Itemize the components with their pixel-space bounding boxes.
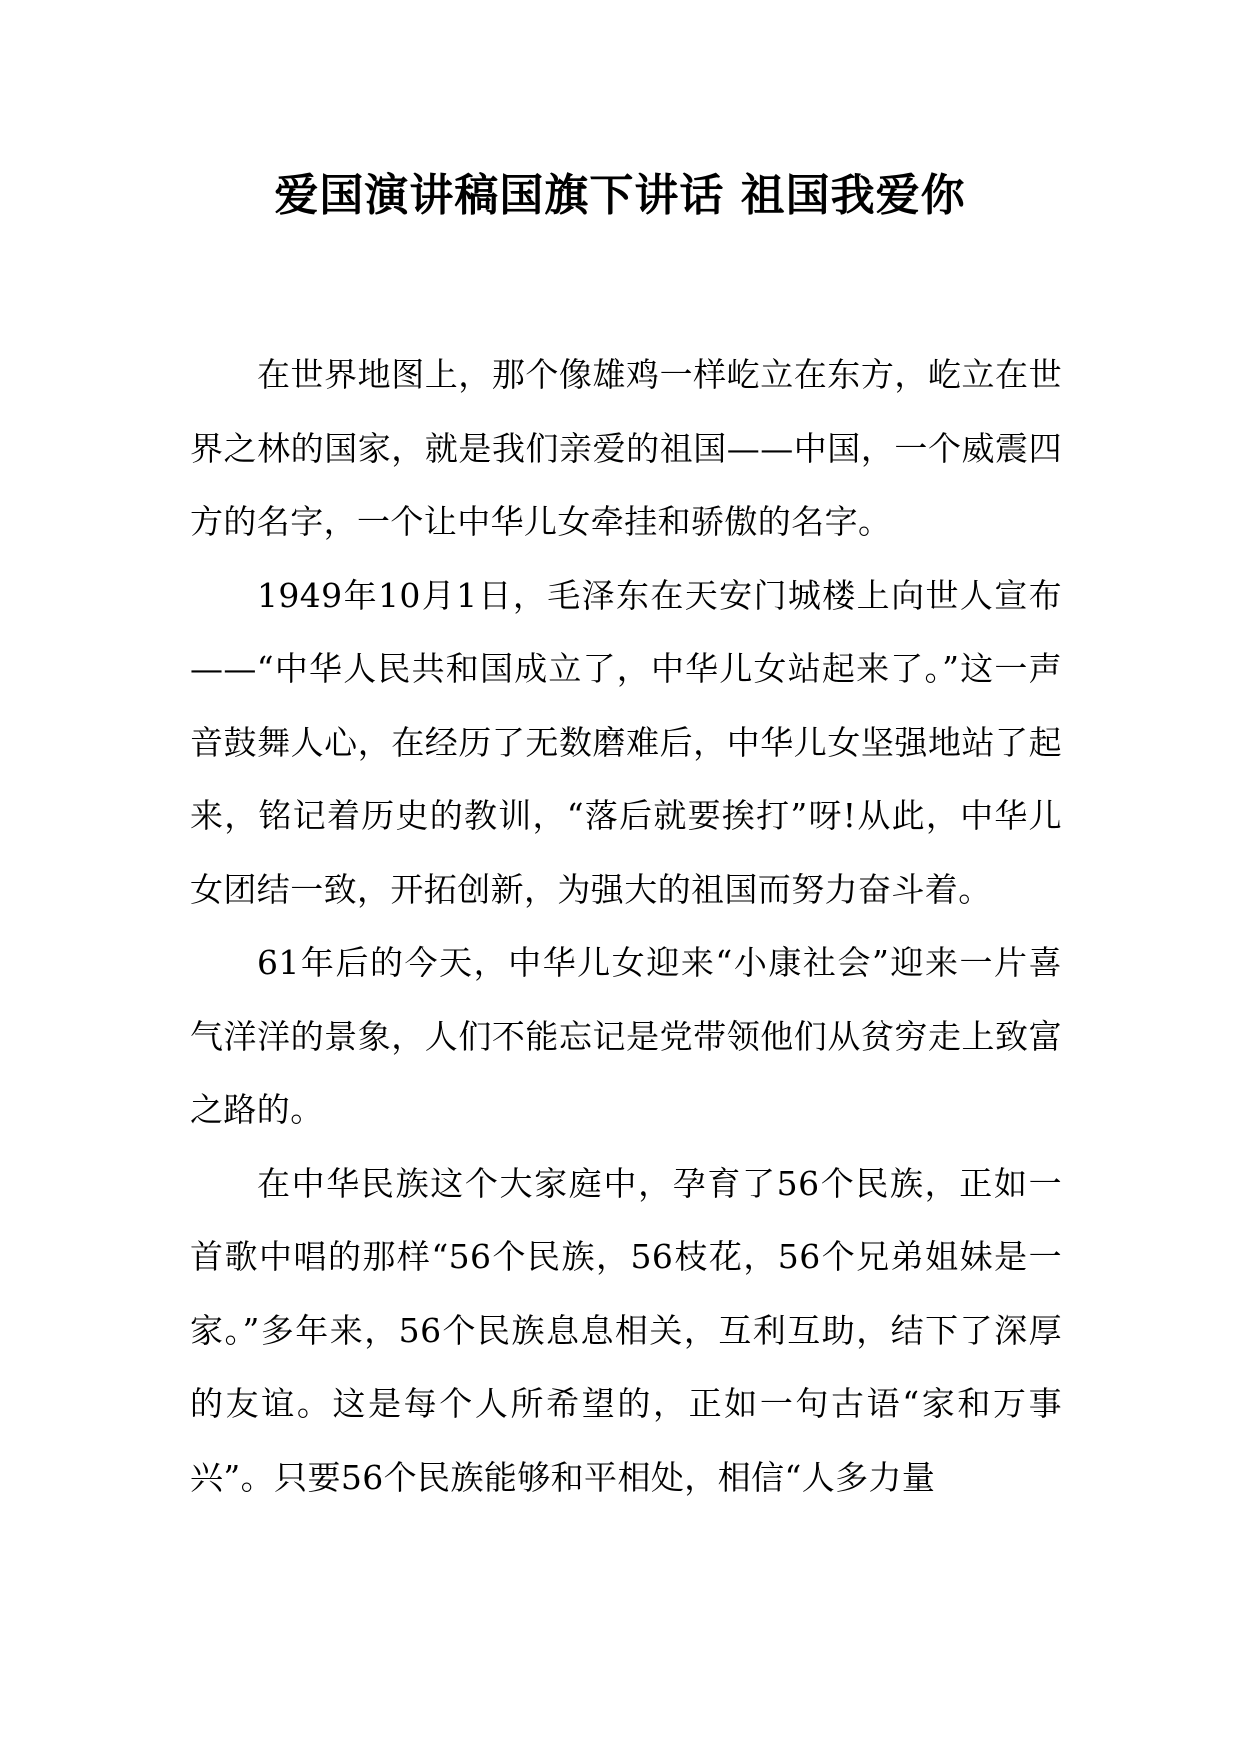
paragraph-1: 在世界地图上，那个像雄鸡一样屹立在东方，屹立在世界之林的国家，就是我们亲爱的祖国——中国，一个威震四方的名字，一个让中华儿女牵挂和骄傲的名字。 — [190, 355, 1062, 541]
document-body — [190, 338, 1062, 1514]
paragraph-4: 在中华民族这个大家庭中，孕育了56个民族，正如一首歌中唱的那样“56个民族，56枝花，56个兄弟姐妹是一家。”多年来，56个民族息息相关，互利互助，结下了深厚的友谊。这是每个人所希望的，正如一句古语“家和万事兴”。只要56个民族能够和平相处，相信“人多力量 — [190, 1163, 1062, 1497]
paragraph-2: 1949年10月1日，毛泽东在天安门城楼上向世人宣布——“中华人民共和国成立了，中华儿女站起来了。”这一声音鼓舞人心，在经历了无数磨难后，中华儿女坚强地站了起来，铭记着历史的教训，“落后就要挨打”呀!从此，中华儿女团结一致，开拓创新，为强大的祖国而努力奋斗着。 — [190, 575, 1062, 909]
paragraph-3: 61年后的今天，中华儿女迎来“小康社会”迎来一片喜气洋洋的景象，人们不能忘记是党带领他们从贫穷走上致富之路的。 — [190, 943, 1062, 1129]
document-title: 爱国演讲稿国旗下讲话 祖国我爱你 — [274, 170, 966, 221]
